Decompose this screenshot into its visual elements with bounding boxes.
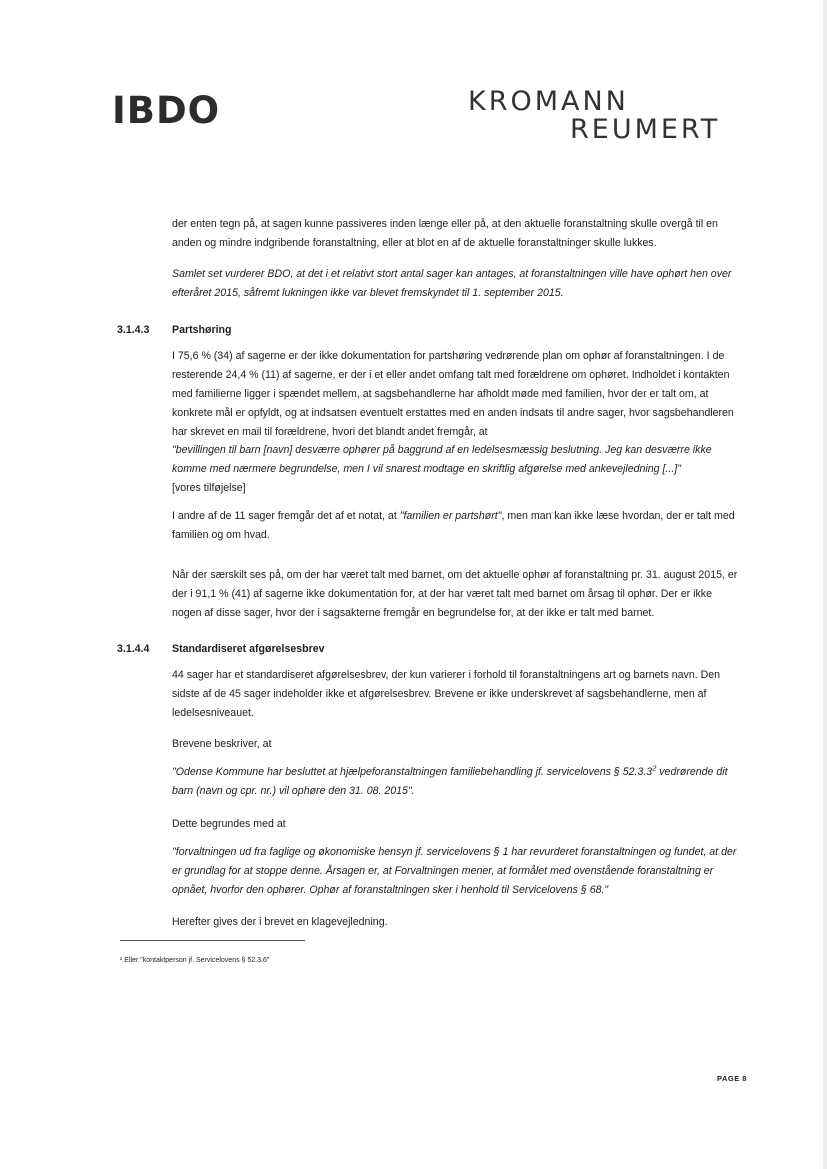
intro-paragraph-2: Samlet set vurderer BDO, at det i et relativt stort antal sager kan antages, at foranstaltningen ville have ophørt hen over efteråret 2015, såfremt lukningen ikke var blevet fremskyndet til 1. september 2015. bbox=[172, 268, 732, 299]
afgorelsesbrev-quote-1 bbox=[172, 763, 742, 801]
afgorelsesbrev-paragraph-3: Dette begrundes med at bbox=[172, 818, 286, 830]
afgorelsesbrev-paragraph-1: 44 sager har et standardiseret afgørelsesbrev, der kun varierer i forhold til foranstaltningens art og barnets navn. Den sidste af de 45 sager indeholder ikke et afgørelsesbrev. Brevene er ikke underskrevet af sagsbehandlerne, men af ledelsesniveauet. bbox=[172, 669, 721, 719]
footnote-ref: 2 bbox=[652, 763, 657, 773]
afgorelsesbrev-quote-2: "forvaltningen ud fra faglige og økonomiske hensyn jf. servicelovens § 1 har revurderet foranstaltningen og fundet, at der er grundlag for at stoppe denne. Årsagen er, at Forvaltningen mener, at formålet med ovenstående foranstaltning er opnået, hvorfor den ophører. Ophør af foranstaltningen sker i henhold til Servicelovens § 68." bbox=[172, 846, 737, 896]
section-title-partshoring: Partshøring bbox=[172, 324, 232, 336]
logo-line-1: KROMANN bbox=[468, 86, 629, 117]
afgorelsesbrev-paragraph-2: Brevene beskriver, at bbox=[172, 738, 272, 750]
partshoring-paragraph-2 bbox=[172, 507, 742, 545]
footnote: ² Eller "kontaktperson jf. Servicelovens § 52.3.6" bbox=[120, 957, 270, 964]
partshoring-quote-note: [vores tilføjelse] bbox=[172, 482, 246, 494]
quote1-pre: "Odense Kommune har besluttet at hjælpeforanstaltningen familiebehandling jf. servicelovens § 52.3.3 bbox=[172, 766, 653, 778]
bdo-logo: IBDO bbox=[112, 89, 221, 132]
partshoring-paragraph-3: Når der særskilt ses på, om der har været talt med barnet, om det aktuelle ophør af foranstaltning pr. 31. august 2015, er der i 91,1 % (41) af sagerne ikke dokumentation for, at der har været talt med barnet om årsag til ophør. Der er ikke nogen af disse sager, hvor der i sagsakterne fremgår en begrundelse for, at der ikke er talt med barnet. bbox=[172, 569, 738, 619]
partshoring-paragraph-1: I 75,6 % (34) af sagerne er der ikke dokumentation for partshøring vedrørende plan om ophør af foranstaltningen. I de resterende 24,4 % (11) af sagerne, er der i et eller andet omfang talt med forældrene om ophøret. Indholdet i kontakten med familierne ligger i spændet mellem, at sagsbehandlerne har afholdt møde med familien, hvor der er talt om, at konkrete mål er opfyldt, og at indsatsen eventuelt erstattes med en anden indsats til andre sager, hvor sagsbehandleren har skrevet en mail til forældrene, hvori det blandt andet fremgår, at bbox=[172, 350, 734, 438]
section-title-afgorelsesbrev: Standardiseret afgørelsesbrev bbox=[172, 643, 325, 655]
p2-inline-quote: "familien er partshørt" bbox=[399, 510, 502, 522]
kromann-reumert-logo bbox=[468, 88, 720, 145]
p2-text-post: , men man kan ikke læse hvordan, der er talt med familien og om hvad. bbox=[172, 510, 735, 541]
partshoring-quote: "bevillingen til barn [navn] desværre ophører på baggrund af en ledelsesmæssig beslutning. Jeg kan desværre ikke komme med nærmere begrundelse, men I vil snarest modtage en skriftlig afgørelse med ankevejledning [...]" bbox=[172, 444, 712, 475]
quote1-post: vedrørende dit barn (navn og cpr. nr.) vil ophøre den 31. 08. 2015". bbox=[172, 766, 728, 797]
afgorelsesbrev-paragraph-4: Herefter gives der i brevet en klagevejledning. bbox=[172, 916, 388, 928]
scan-edge bbox=[823, 0, 827, 1169]
section-number-3143: 3.1.4.3 bbox=[117, 324, 150, 336]
footnote-separator bbox=[120, 940, 305, 941]
page-number: PAGE 8 bbox=[717, 1074, 747, 1083]
intro-paragraph-1: der enten tegn på, at sagen kunne passiveres inden længe eller på, at den aktuelle foranstaltning skulle overgå til en anden og mindre indgribende foranstaltning, eller at blot en af de aktuelle foranstaltninger skulle lukkes. bbox=[172, 218, 718, 249]
p2-text-pre: I andre af de 11 sager fremgår det af et notat, at bbox=[172, 510, 400, 522]
logo-line-2: REUMERT bbox=[570, 114, 721, 146]
section-number-3144: 3.1.4.4 bbox=[117, 643, 150, 655]
